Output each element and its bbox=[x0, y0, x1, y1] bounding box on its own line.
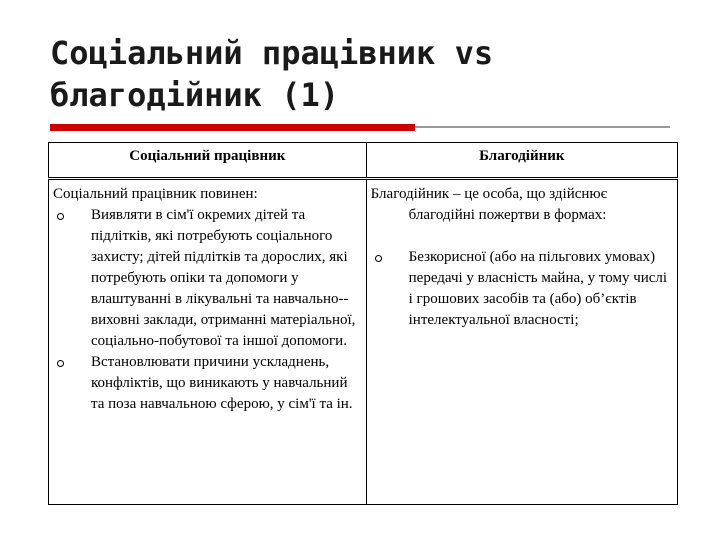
social-worker-duties-list bbox=[53, 205, 362, 415]
benefactor-forms-list bbox=[371, 247, 673, 331]
header-social-worker: Соціальний працівник bbox=[49, 143, 367, 179]
table-body-row bbox=[49, 179, 678, 505]
duty-text: Виявляти в сім'ї окремих дітей та підлітків, які потребують соціального захисту; дітей підлітків та дорослих, які потребують опіки та допомоги у влаштуванні в лікувальні та навчально--виховні заклади, отриманні матеріальної, соціально-побутової та іншої допомоги. bbox=[91, 207, 356, 349]
bullet-icon bbox=[57, 213, 64, 220]
form-text: Безкорисної (або на пільгових умовах) передачі у власність майна, у тому числі і грошових засобів та (або) об’єктів інтелектуальної власності; bbox=[408, 249, 668, 328]
title-underline-rule bbox=[415, 126, 670, 128]
bullet-icon bbox=[57, 360, 64, 367]
comparison-table bbox=[48, 142, 678, 505]
social-worker-lead: Соціальний працівник повинен: bbox=[53, 186, 258, 202]
bullet-icon bbox=[375, 255, 382, 262]
duty-text: Встановлювати причини ускладнень, конфліктів, що виникають у навчальний та поза навчальною сферою, у сім'ї та ін. bbox=[91, 354, 353, 412]
benefactor-lead-cont: благодійні пожертви в формах: bbox=[408, 207, 607, 223]
title-underline-accent bbox=[50, 124, 415, 131]
benefactor-cell bbox=[366, 179, 677, 505]
table-header-row bbox=[49, 143, 678, 179]
slide-title: Соціальний працівник vs благодійник (1) bbox=[50, 34, 494, 114]
benefactor-lead: Благодійник – це особа, що здійснює bbox=[370, 186, 608, 202]
header-benefactor: Благодійник bbox=[366, 143, 677, 179]
list-item bbox=[371, 247, 673, 331]
social-worker-cell bbox=[49, 179, 367, 505]
list-item bbox=[53, 352, 362, 415]
spacer bbox=[371, 226, 673, 247]
list-item bbox=[53, 205, 362, 352]
